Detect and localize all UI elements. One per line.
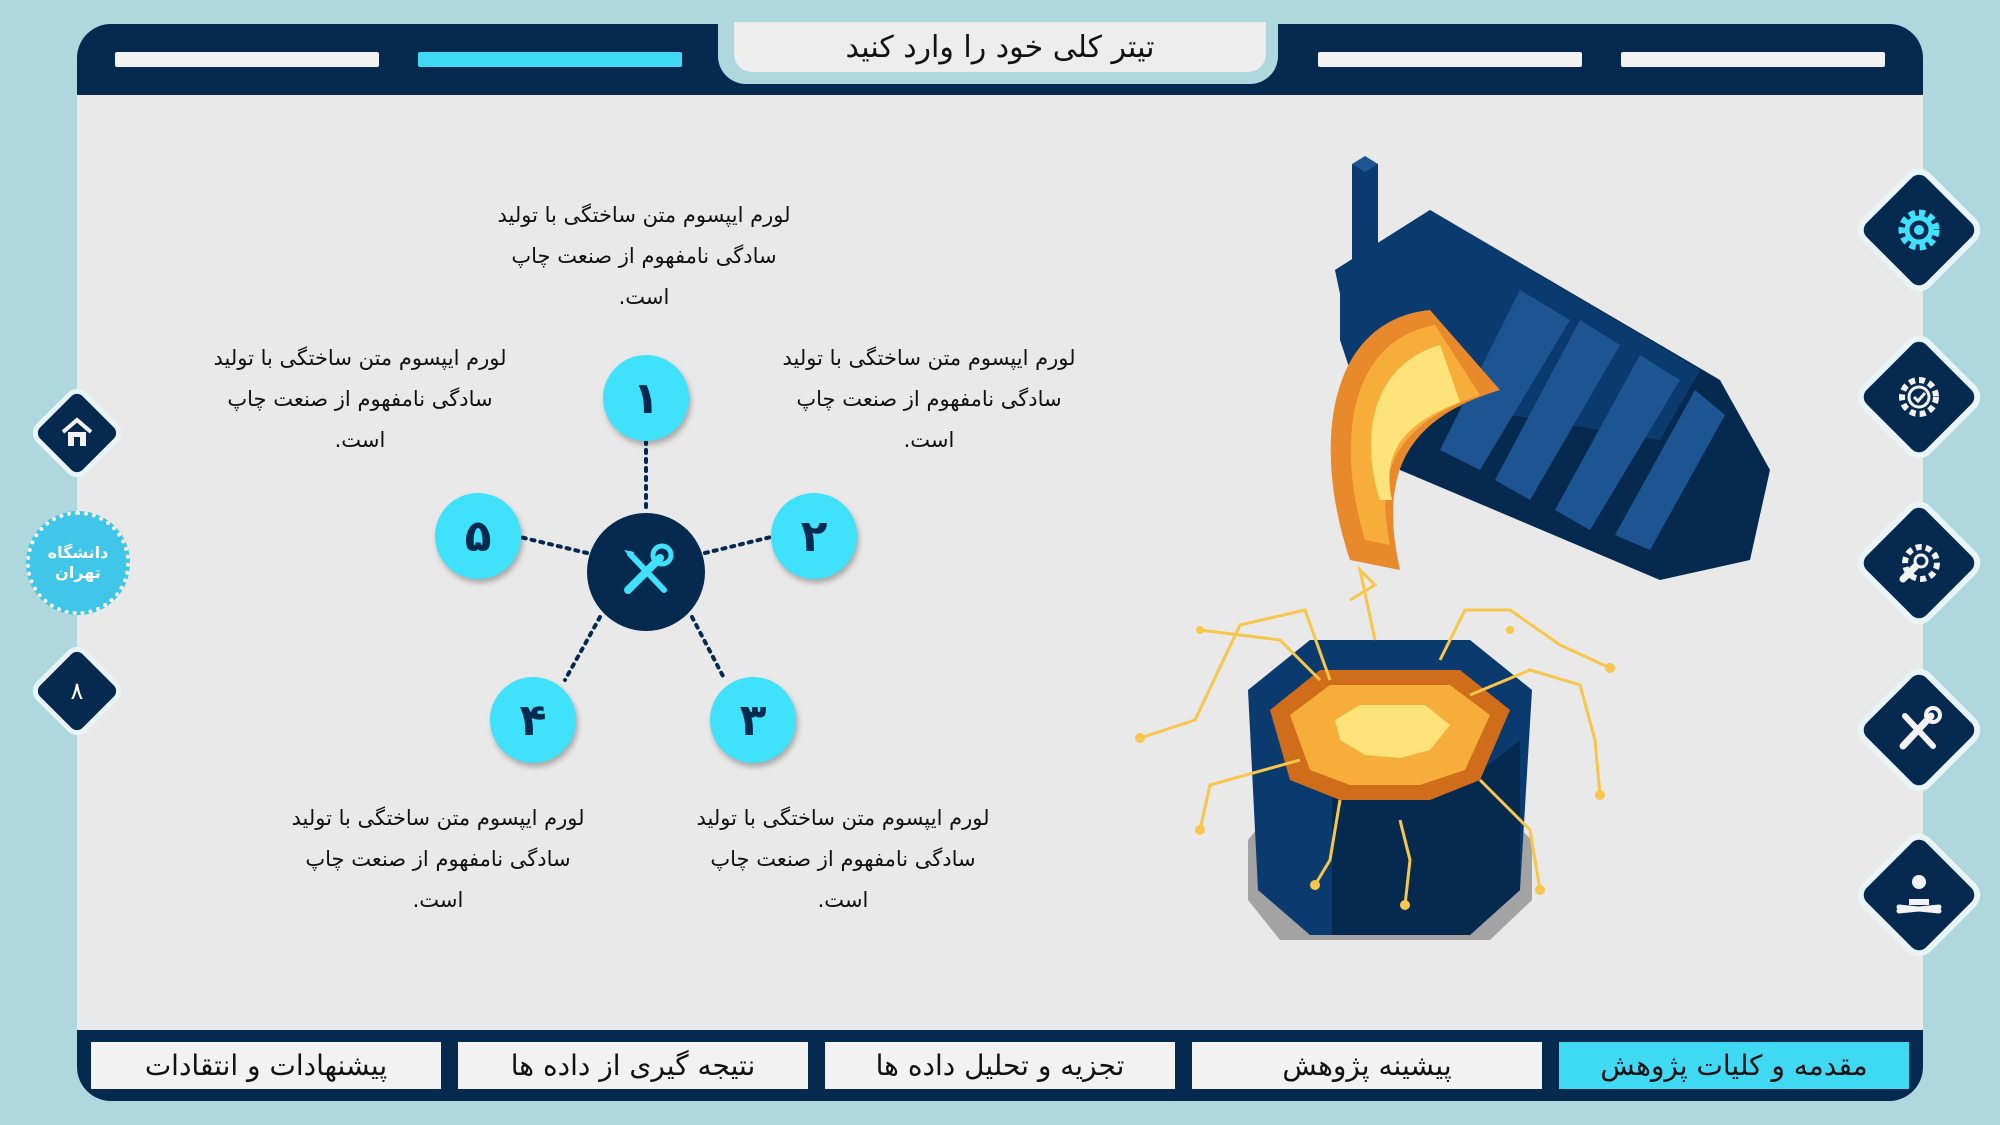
tab-introduction[interactable]: مقدمه و کلیات پژوهش <box>1559 1042 1909 1089</box>
page-number: ۸ <box>70 677 84 705</box>
diagram-node-3: ۳ <box>710 677 796 763</box>
tab-suggestions[interactable]: پیشنهادات و انتقادات <box>91 1042 441 1089</box>
diagram-hub <box>587 513 705 631</box>
diagram-node-1: ۱ <box>603 355 689 441</box>
logo-text: دانشگاه تهران <box>47 543 109 582</box>
molten-metal-illustration <box>1100 140 1800 980</box>
tab-data-analysis[interactable]: تجزیه و تحلیل داده ها <box>825 1042 1175 1089</box>
diagram-node-2: ۲ <box>771 493 857 579</box>
diagram-text-1: لورم ایپسوم متن ساختگی با تولید سادگی نامفهوم از صنعت چاپ است. <box>497 203 791 309</box>
diagram-text-3: لورم ایپسوم متن ساختگی با تولید سادگی نامفهوم از صنعت چاپ است. <box>696 806 990 912</box>
tab-conclusion[interactable]: نتیجه گیری از داده ها <box>458 1042 808 1089</box>
diagram-text-5: لورم ایپسوم متن ساختگی با تولید سادگی نامفهوم از صنعت چاپ است. <box>213 346 507 452</box>
diagram-node-5: ۵ <box>435 493 521 579</box>
page-title: تیتر کلی خود را وارد کنید <box>734 22 1266 72</box>
tools-icon <box>614 540 678 604</box>
diagram-text-4: لورم ایپسوم متن ساختگی با تولید سادگی نامفهوم از صنعت چاپ است. <box>291 806 585 912</box>
diagram-text-2: لورم ایپسوم متن ساختگی با تولید سادگی نامفهوم از صنعت چاپ است. <box>782 346 1076 452</box>
tab-literature-review[interactable]: پیشینه پژوهش <box>1192 1042 1542 1089</box>
diagram-node-4: ۴ <box>490 677 576 763</box>
